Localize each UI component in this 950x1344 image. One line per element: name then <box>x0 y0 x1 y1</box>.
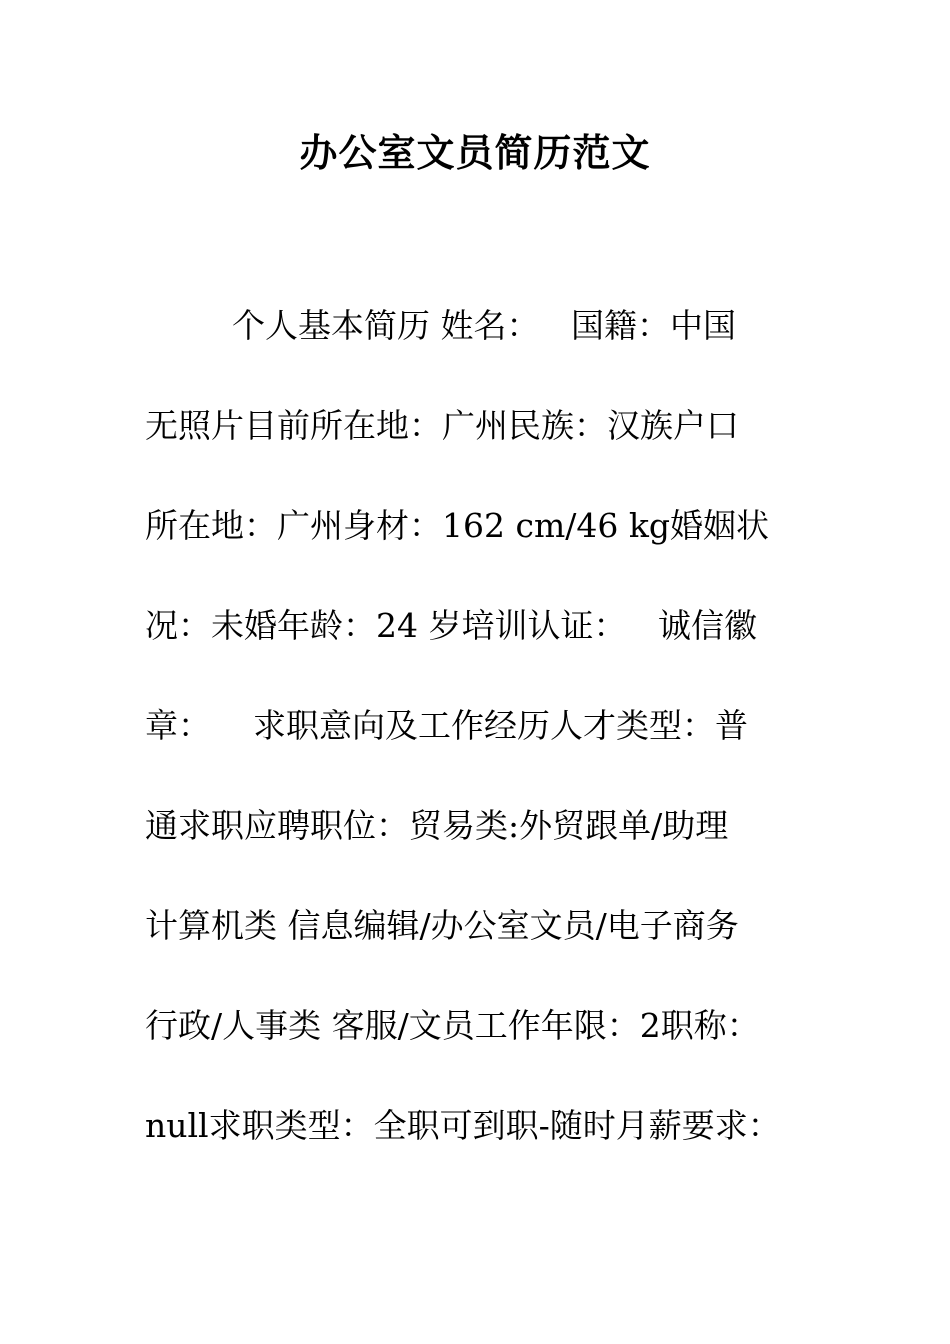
body-line: 况：未婚年龄：24 岁培训认证： 诚信徽 <box>145 606 757 645</box>
body-line: 章： 求职意向及工作经历人才类型：普 <box>145 706 748 745</box>
body-line: 行政/人事类 客服/文员工作年限：2职称： <box>145 1006 760 1045</box>
body-line: 个人基本简历 姓名： 国籍：中国 <box>232 306 736 345</box>
document-title: 办公室文员简历范文 <box>299 130 651 175</box>
body-line: 无照片目前所在地：广州民族：汉族户口 <box>145 406 739 445</box>
body-line: null求职类型：全职可到职-随时月薪要求： <box>145 1106 781 1145</box>
body-line: 通求职应聘职位：贸易类:外贸跟单/助理 <box>145 806 729 845</box>
body-line: 所在地：广州身材：162 cm/46 kg婚姻状 <box>145 506 769 545</box>
body-line: 计算机类 信息编辑/办公室文员/电子商务 <box>145 906 739 945</box>
